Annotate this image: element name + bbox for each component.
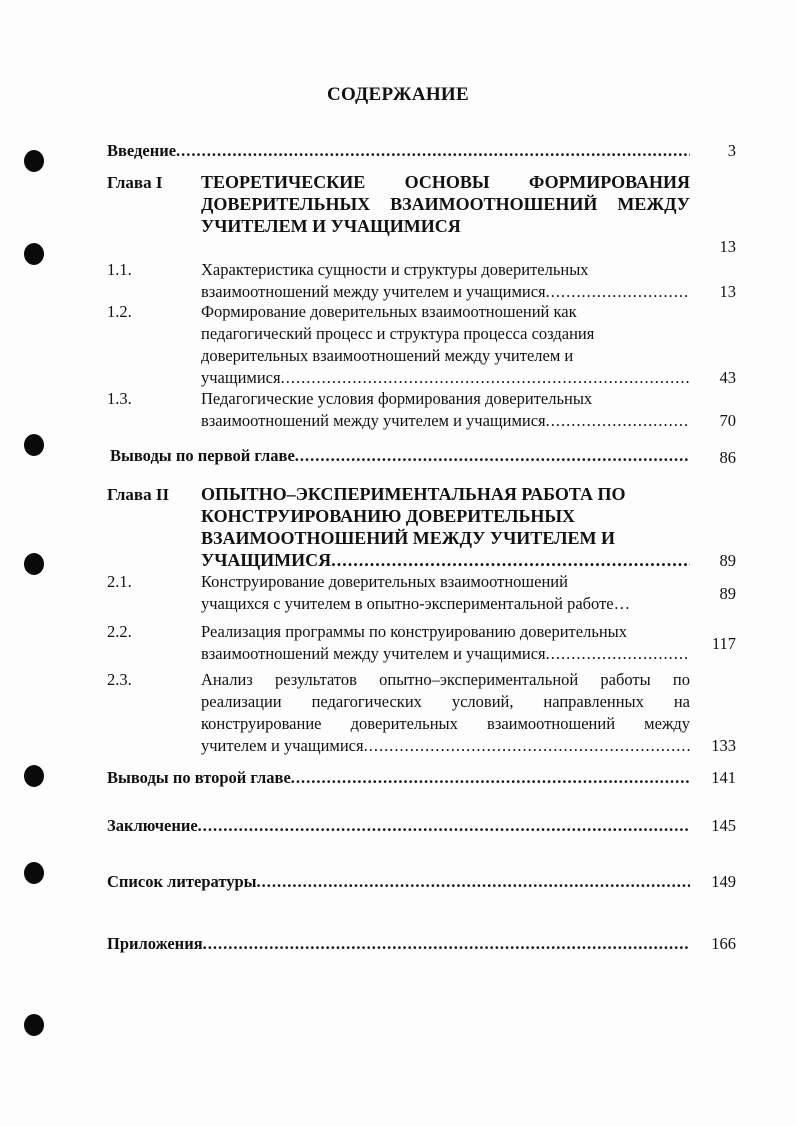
section-title-line: взаимоотношений между учителем и учащимися (201, 282, 546, 301)
punch-hole (24, 150, 44, 172)
section-number: 2.2. (107, 622, 132, 641)
page-number: 13 (719, 237, 736, 256)
page-number: 89 (719, 551, 736, 570)
page-title: СОДЕРЖАНИЕ (327, 84, 469, 105)
toc-entry-references[interactable] (107, 871, 690, 893)
toc-entry-intro[interactable] (107, 140, 690, 162)
chapter-title[interactable] (201, 483, 641, 549)
punch-hole (24, 243, 44, 265)
section-number: 1.1. (107, 260, 132, 279)
section-title-line: педагогический процесс и структура процесса создания (201, 324, 595, 343)
punch-hole (24, 1014, 44, 1036)
punch-hole (24, 434, 44, 456)
toc-label: Список литературы (107, 872, 257, 891)
section-number: 1.3. (107, 389, 132, 408)
toc-entry-section[interactable] (201, 735, 690, 757)
section-title-line: конструирование доверительных взаимоотношений между (201, 714, 690, 733)
toc-label: Выводы по второй главе (107, 768, 291, 787)
section-number: 2.3. (107, 670, 132, 689)
chapter-label: Глава I (107, 173, 163, 192)
section-title-line: учащимися (201, 368, 281, 387)
toc-label: Введение (107, 141, 177, 160)
leader-dots (176, 140, 690, 162)
toc-entry-section[interactable] (201, 643, 690, 665)
section-title-line: Анализ результатов опытно–экспериментальной работы по (201, 670, 690, 689)
section-title-line: Формирование доверительных взаимоотношений как (201, 302, 577, 321)
toc-entry-section[interactable] (201, 367, 690, 389)
leader-dots (546, 281, 690, 303)
page-number: 43 (719, 368, 736, 387)
leader-dots (295, 445, 690, 467)
toc-entry-conclusions[interactable] (107, 767, 690, 789)
toc-label: Заключение (107, 816, 198, 835)
section-title-line: доверительных взаимоотношений между учителем и (201, 346, 574, 365)
section-title-line: учителем и учащимися (201, 736, 364, 755)
section-title-line: реализации педагогических условий, направленных на (201, 692, 690, 711)
toc-entry-chapter[interactable] (201, 549, 690, 571)
section-title-line: взаимоотношений между учителем и учащимися (201, 644, 546, 663)
section-title-line: Конструирование доверительных взаимоотношений (201, 572, 568, 591)
leader-dots (546, 410, 690, 432)
leader-dots (291, 767, 690, 789)
toc-entry-section[interactable] (201, 410, 690, 432)
page-number: 86 (719, 448, 736, 467)
chapter-title[interactable] (201, 171, 690, 237)
chapter-title-line: УЧАЩИМИСЯ (201, 550, 332, 570)
page-number: 117 (711, 634, 736, 653)
page-number: 13 (719, 282, 736, 301)
section-title-line: учащихся с учителем в опытно-экспериментальной работе… (201, 594, 631, 613)
leader-dots (546, 643, 690, 665)
punch-hole (24, 862, 44, 884)
toc-entry-conclusions[interactable] (110, 445, 690, 467)
section-title-line: Педагогические условия формирования доверительных (201, 389, 593, 408)
chapter-title-line: КОНСТРУИРОВАНИЮ ДОВЕРИТЕЛЬНЫХ (201, 506, 576, 526)
leader-dots (281, 367, 690, 389)
toc-label: Выводы по первой главе (110, 446, 295, 465)
page-number: 70 (719, 411, 736, 430)
punch-hole (24, 765, 44, 787)
section-number: 1.2. (107, 302, 132, 321)
section-title-line: Реализация программы по конструированию доверительных (201, 622, 628, 641)
leader-dots (331, 549, 690, 571)
leader-dots (198, 815, 690, 837)
page-number: 141 (711, 768, 736, 787)
chapter-title-line: ТЕОРЕТИЧЕСКИЕ ОСНОВЫ ФОРМИРОВАНИЯ (201, 172, 690, 192)
chapter-label: Глава II (107, 485, 170, 504)
toc-entry-appendices[interactable] (107, 933, 690, 955)
section-title-line: Характеристика сущности и структуры доверительных (201, 260, 589, 279)
page-number: 3 (727, 141, 736, 160)
section-number: 2.1. (107, 572, 132, 591)
toc-entry-conclusion[interactable] (107, 815, 690, 837)
page-number: 133 (711, 736, 736, 755)
chapter-title-line: ВЗАИМООТНОШЕНИЙ МЕЖДУ УЧИТЕЛЕМ И (201, 528, 615, 548)
punch-hole (24, 553, 44, 575)
toc-entry-section[interactable] (201, 281, 690, 303)
section-title-line: взаимоотношений между учителем и учащимися (201, 411, 546, 430)
chapter-title-line: ОПЫТНО–ЭКСПЕРИМЕНТАЛЬНАЯ РАБОТА ПО (201, 484, 626, 504)
chapter-title-line: ДОВЕРИТЕЛЬНЫХ ВЗАИМООТНОШЕНИЙ МЕЖДУ (201, 194, 690, 214)
page-number: 149 (711, 872, 736, 891)
chapter-title-line: УЧИТЕЛЕМ И УЧАЩИМИСЯ (201, 216, 461, 236)
leader-dots (203, 933, 690, 955)
page-number: 145 (711, 816, 736, 835)
leader-dots (364, 735, 690, 757)
toc-label: Приложения (107, 934, 203, 953)
leader-dots (257, 871, 690, 893)
page-number: 166 (711, 934, 736, 953)
page-number: 89 (719, 584, 736, 603)
